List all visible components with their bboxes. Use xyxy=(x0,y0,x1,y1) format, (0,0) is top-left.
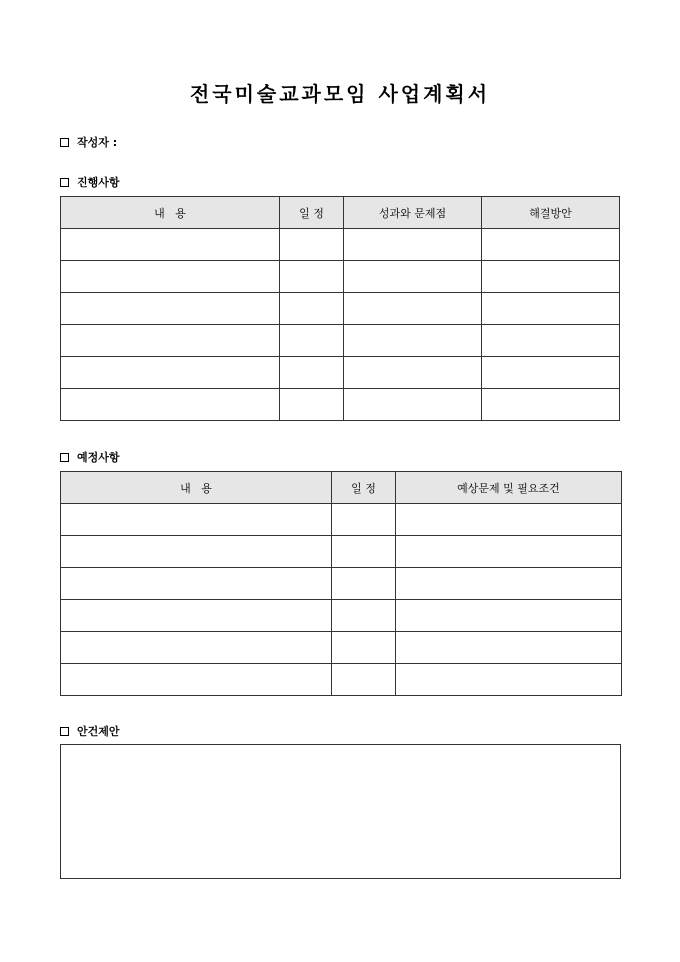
author-label: 작성자 : xyxy=(77,136,118,149)
table-cell[interactable] xyxy=(332,664,396,696)
table-row xyxy=(61,293,620,325)
header-content: 내 용 xyxy=(61,472,332,504)
table-row xyxy=(61,600,622,632)
progress-table xyxy=(60,196,620,421)
table-cell[interactable] xyxy=(61,325,280,357)
table-cell[interactable] xyxy=(332,632,396,664)
table-cell[interactable] xyxy=(344,357,482,389)
table-cell[interactable] xyxy=(61,504,332,536)
table-row xyxy=(61,664,622,696)
table-cell[interactable] xyxy=(61,293,280,325)
planned-label: 예정사항 xyxy=(77,451,120,464)
table-cell[interactable] xyxy=(482,325,620,357)
table-cell[interactable] xyxy=(61,261,280,293)
table-cell[interactable] xyxy=(61,229,280,261)
table-cell[interactable] xyxy=(61,600,332,632)
table-cell[interactable] xyxy=(280,389,344,421)
checkbox-square-icon xyxy=(60,727,69,736)
table-cell[interactable] xyxy=(396,632,622,664)
table-cell[interactable] xyxy=(280,293,344,325)
table-cell[interactable] xyxy=(344,389,482,421)
table-cell[interactable] xyxy=(344,293,482,325)
table-row xyxy=(61,325,620,357)
table-cell[interactable] xyxy=(396,600,622,632)
section-author xyxy=(60,134,117,150)
table-cell[interactable] xyxy=(396,536,622,568)
planned-table-header xyxy=(61,472,622,504)
section-planned xyxy=(60,449,120,465)
table-cell[interactable] xyxy=(396,568,622,600)
table-cell[interactable] xyxy=(61,568,332,600)
table-cell[interactable] xyxy=(396,504,622,536)
document-title: 전국미술교과모임 사업계획서 xyxy=(189,82,491,106)
table-cell[interactable] xyxy=(332,504,396,536)
table-cell[interactable] xyxy=(344,261,482,293)
table-cell[interactable] xyxy=(482,357,620,389)
table-cell[interactable] xyxy=(482,389,620,421)
table-cell[interactable] xyxy=(61,664,332,696)
table-cell[interactable] xyxy=(396,664,622,696)
checkbox-square-icon xyxy=(60,138,69,147)
table-row xyxy=(61,261,620,293)
table-cell[interactable] xyxy=(280,325,344,357)
section-proposal xyxy=(60,723,120,739)
table-cell[interactable] xyxy=(482,261,620,293)
table-cell[interactable] xyxy=(332,600,396,632)
table-cell[interactable] xyxy=(61,357,280,389)
header-schedule: 일 정 xyxy=(332,472,396,504)
planned-table xyxy=(60,471,622,696)
header-schedule: 일 정 xyxy=(280,197,344,229)
table-cell[interactable] xyxy=(482,293,620,325)
section-progress xyxy=(60,174,120,190)
table-row xyxy=(61,229,620,261)
table-cell[interactable] xyxy=(344,229,482,261)
checkbox-square-icon xyxy=(60,453,69,462)
table-cell[interactable] xyxy=(61,632,332,664)
progress-label: 진행사항 xyxy=(77,176,120,189)
table-row xyxy=(61,536,622,568)
header-solutions: 해결방안 xyxy=(482,197,620,229)
table-cell[interactable] xyxy=(280,357,344,389)
header-results-problems: 성과와 문제점 xyxy=(344,197,482,229)
table-cell[interactable] xyxy=(482,229,620,261)
proposal-label: 안건제안 xyxy=(77,725,120,738)
table-cell[interactable] xyxy=(61,536,332,568)
progress-table-header xyxy=(61,197,620,229)
table-cell[interactable] xyxy=(332,536,396,568)
table-row xyxy=(61,504,622,536)
table-row xyxy=(61,568,622,600)
table-cell[interactable] xyxy=(344,325,482,357)
table-cell[interactable] xyxy=(332,568,396,600)
table-cell[interactable] xyxy=(61,389,280,421)
header-content: 내 용 xyxy=(61,197,280,229)
table-row xyxy=(61,357,620,389)
proposal-box[interactable] xyxy=(60,744,621,879)
checkbox-square-icon xyxy=(60,178,69,187)
table-cell[interactable] xyxy=(280,261,344,293)
header-expected-problems: 예상문제 및 필요조건 xyxy=(396,472,622,504)
table-row xyxy=(61,632,622,664)
table-cell[interactable] xyxy=(280,229,344,261)
table-row xyxy=(61,389,620,421)
